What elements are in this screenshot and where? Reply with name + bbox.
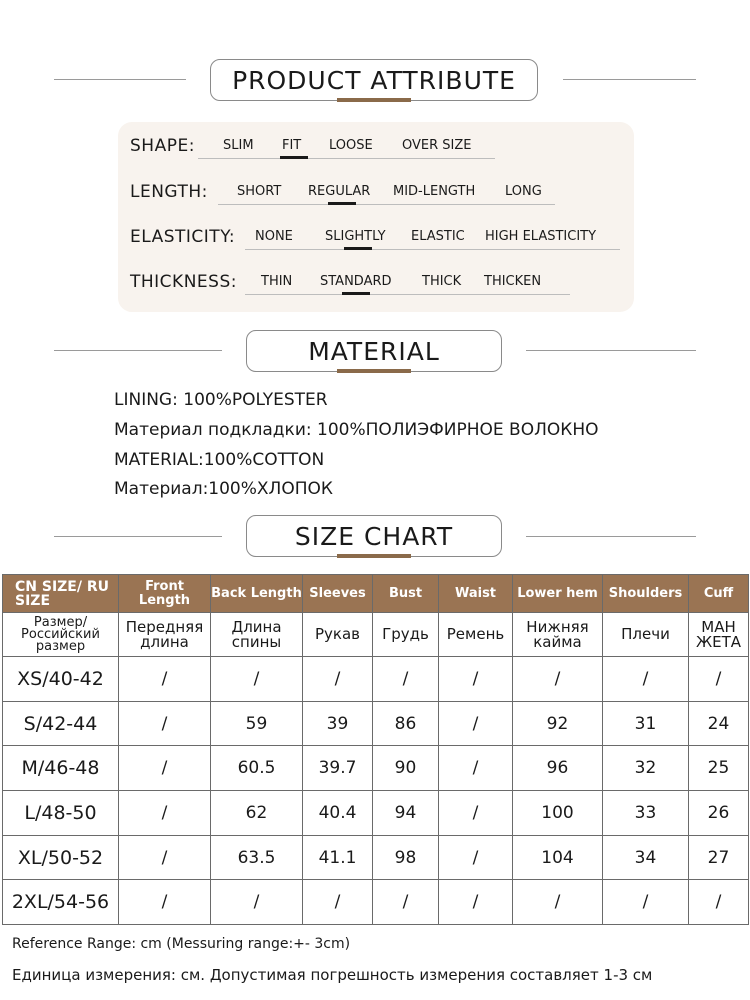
value-cell: 100: [513, 791, 603, 836]
attribute-baseline: [245, 294, 570, 295]
value-cell: 33: [603, 791, 689, 836]
attribute-panel: [118, 122, 634, 312]
table-row: [3, 657, 749, 702]
table-row: [3, 880, 749, 925]
table-header-ru: [3, 613, 749, 657]
header-cell: Ремень: [439, 613, 513, 657]
header-cell: Плечи: [603, 613, 689, 657]
value-cell: /: [439, 701, 513, 746]
material-label: LINING:: [114, 390, 178, 410]
size-cell: S/42-44: [3, 701, 119, 746]
material-fabric-ru: [114, 479, 333, 499]
size-table: [2, 574, 749, 925]
table-row: [3, 835, 749, 880]
header-cell: Back Length: [211, 575, 303, 613]
value-cell: 104: [513, 835, 603, 880]
material-label: Материал:: [114, 479, 209, 499]
attribute-option: THICK: [422, 274, 462, 289]
value-cell: /: [689, 657, 749, 702]
value-cell: 92: [513, 701, 603, 746]
value-cell: 41.1: [303, 835, 373, 880]
selected-marker: [342, 292, 370, 295]
material-label: MATERIAL:: [114, 450, 204, 470]
attribute-option: THICKEN: [484, 274, 542, 289]
reference-note-en: Reference Range: cm (Messuring range:+- 3cm): [12, 936, 351, 952]
value-cell: 86: [373, 701, 439, 746]
attribute-option: SHORT: [237, 184, 282, 199]
header-cell: Shoulders: [603, 575, 689, 613]
attribute-option-selected: FIT: [282, 138, 302, 153]
value-cell: 39: [303, 701, 373, 746]
value-cell: 90: [373, 746, 439, 791]
value-cell: /: [119, 791, 211, 836]
attribute-option: MID-LENGTH: [393, 184, 476, 199]
value-cell: 40.4: [303, 791, 373, 836]
material-title-text: MATERIAL: [308, 336, 440, 366]
selected-marker: [328, 202, 356, 205]
value-cell: 96: [513, 746, 603, 791]
selected-marker: [344, 247, 372, 250]
attribute-label: THICKNESS:: [130, 272, 237, 292]
value-cell: /: [513, 880, 603, 925]
material-lining-ru: [114, 420, 599, 440]
value-cell: /: [439, 746, 513, 791]
material-value: 100%COTTON: [203, 450, 325, 470]
value-cell: /: [689, 880, 749, 925]
selected-marker: [280, 156, 308, 159]
divider-right: [526, 350, 696, 351]
attribute-option: ELASTIC: [411, 229, 465, 244]
value-cell: 24: [689, 701, 749, 746]
size-cell: M/46-48: [3, 746, 119, 791]
header-cell: Sleeves: [303, 575, 373, 613]
value-cell: /: [211, 880, 303, 925]
table-row: [3, 791, 749, 836]
table-row: [3, 701, 749, 746]
attribute-label: LENGTH:: [130, 182, 208, 202]
attribute-option-selected: REGULAR: [308, 184, 371, 199]
value-cell: /: [119, 880, 211, 925]
value-cell: 39.7: [303, 746, 373, 791]
value-cell: /: [373, 880, 439, 925]
divider-left: [54, 536, 222, 537]
attribute-option-selected: STANDARD: [320, 274, 392, 289]
material-fabric-en: [114, 450, 324, 470]
value-cell: 27: [689, 835, 749, 880]
header-cell: Front Length: [119, 575, 211, 613]
value-cell: 25: [689, 746, 749, 791]
value-cell: 63.5: [211, 835, 303, 880]
header-cell: Длина спины: [211, 613, 303, 657]
value-cell: /: [119, 701, 211, 746]
table-row: [3, 746, 749, 791]
title-underline: [337, 369, 411, 373]
divider-right: [526, 536, 696, 537]
attribute-option: SLIM: [223, 138, 254, 153]
value-cell: /: [119, 746, 211, 791]
attribute-option: LONG: [505, 184, 542, 199]
header-cell: МАН ЖЕТА: [689, 613, 749, 657]
value-cell: /: [119, 657, 211, 702]
value-cell: /: [303, 880, 373, 925]
material-label: Материал подкладки:: [114, 420, 312, 440]
product-attribute-title-text: PRODUCT ATTRIBUTE: [232, 65, 516, 95]
value-cell: /: [439, 657, 513, 702]
header-cell: Грудь: [373, 613, 439, 657]
value-cell: /: [439, 791, 513, 836]
header-cell: Cuff: [689, 575, 749, 613]
divider-left: [54, 79, 186, 80]
value-cell: /: [513, 657, 603, 702]
material-value: 100%POLYESTER: [183, 390, 328, 410]
table-header-en: [3, 575, 749, 613]
header-cell: Lower hem: [513, 575, 603, 613]
reference-note-ru: Единица измерения: см. Допустимая погрешность измерения составляет 1-3 см: [12, 966, 653, 984]
value-cell: 62: [211, 791, 303, 836]
attribute-baseline: [198, 158, 495, 159]
size-cell: XS/40-42: [3, 657, 119, 702]
divider-right: [563, 79, 696, 80]
value-cell: /: [373, 657, 439, 702]
attribute-row-shape: [130, 136, 630, 166]
header-cell: Передняя длина: [119, 613, 211, 657]
attribute-option: THIN: [261, 274, 293, 289]
attribute-option: NONE: [255, 229, 293, 244]
material-lining-en: [114, 390, 328, 410]
title-underline: [337, 98, 411, 102]
size-chart-title-text: SIZE CHART: [294, 521, 454, 551]
divider-left: [54, 350, 222, 351]
title-underline: [337, 554, 411, 558]
header-cell: Bust: [373, 575, 439, 613]
value-cell: /: [211, 657, 303, 702]
value-cell: /: [119, 835, 211, 880]
value-cell: 60.5: [211, 746, 303, 791]
attribute-row-thickness: [130, 272, 630, 302]
value-cell: 98: [373, 835, 439, 880]
value-cell: 31: [603, 701, 689, 746]
attribute-label: SHAPE:: [130, 136, 195, 156]
attribute-option: HIGH ELASTICITY: [485, 229, 597, 244]
header-cell: Waist: [439, 575, 513, 613]
size-rows: [3, 657, 749, 925]
value-cell: /: [439, 880, 513, 925]
value-cell: 26: [689, 791, 749, 836]
value-cell: 32: [603, 746, 689, 791]
attribute-option: LOOSE: [329, 138, 373, 153]
header-cell: CN SIZE/ RU SIZE: [3, 575, 119, 613]
attribute-baseline: [218, 204, 555, 205]
attribute-label: ELASTICITY:: [130, 227, 236, 247]
header-cell: Рукав: [303, 613, 373, 657]
attribute-option-selected: SLIGHTLY: [325, 229, 386, 244]
attribute-baseline: [245, 249, 620, 250]
material-value: 100%ХЛОПОК: [208, 479, 333, 499]
value-cell: /: [603, 657, 689, 702]
size-cell: 2XL/54-56: [3, 880, 119, 925]
header-cell: Размер/ Российский размер: [3, 613, 119, 657]
value-cell: /: [603, 880, 689, 925]
material-title: [246, 330, 502, 372]
header-cell: Нижняя кайма: [513, 613, 603, 657]
attribute-row-elasticity: [130, 227, 630, 257]
attribute-row-length: [130, 182, 630, 212]
attribute-option: OVER SIZE: [402, 138, 472, 153]
product-attribute-title: [210, 59, 538, 101]
value-cell: /: [439, 835, 513, 880]
value-cell: /: [303, 657, 373, 702]
size-cell: L/48-50: [3, 791, 119, 836]
value-cell: 59: [211, 701, 303, 746]
size-cell: XL/50-52: [3, 835, 119, 880]
value-cell: 34: [603, 835, 689, 880]
material-value: 100%ПОЛИЭФИРНОЕ ВОЛОКНО: [317, 420, 599, 440]
value-cell: 94: [373, 791, 439, 836]
size-chart-title: [246, 515, 502, 557]
